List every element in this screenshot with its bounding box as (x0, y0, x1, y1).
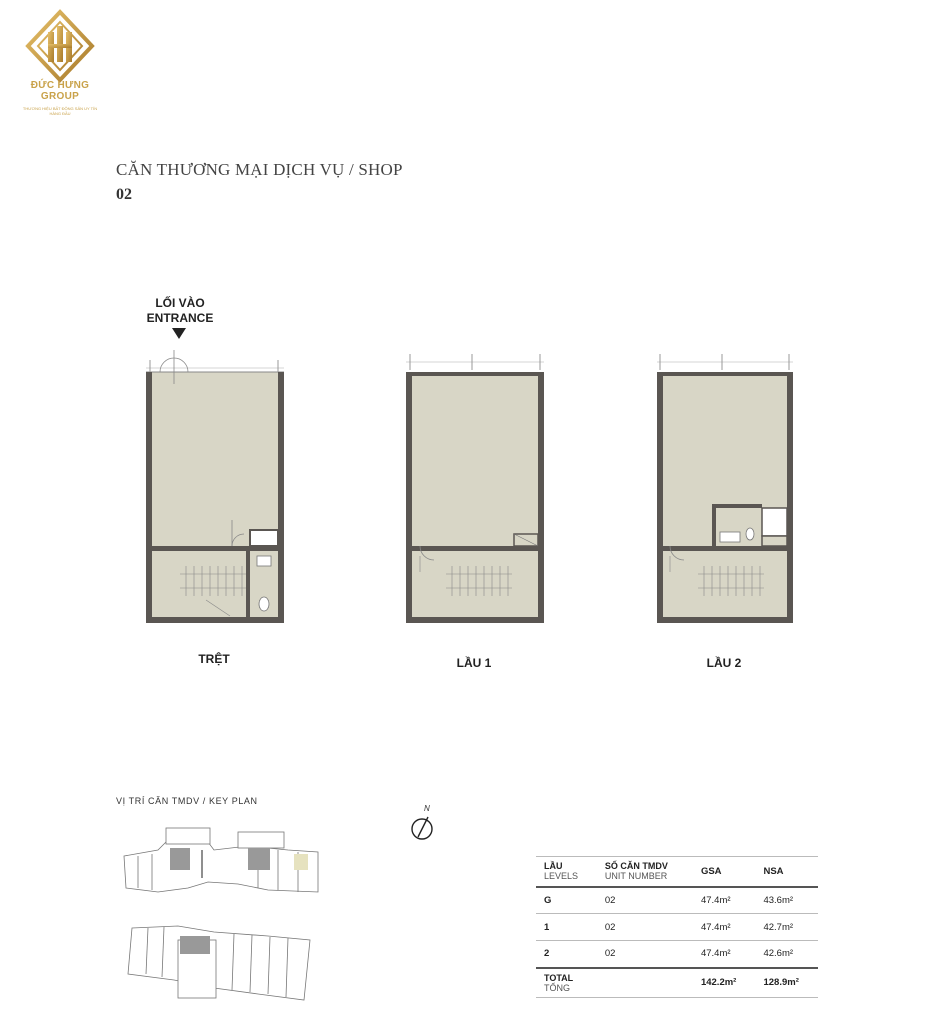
north-indicator (408, 804, 436, 846)
table-total-row (536, 968, 818, 998)
table-row (536, 941, 818, 968)
cell-nsa: 43.6m² (763, 894, 794, 906)
floor-plan-level-2 (657, 354, 793, 623)
page-title: CĂN THƯƠNG MẠI DỊCH VỤ / SHOP (116, 160, 403, 179)
logo-name-line2: GROUP (40, 91, 80, 102)
table-header-row (536, 857, 818, 887)
cell-nsa: 42.7m² (763, 921, 794, 933)
area-table (536, 856, 818, 998)
table-row (536, 914, 818, 941)
cell-total-unit (597, 968, 693, 998)
floor-label-ground: TRỆT (198, 652, 230, 666)
cell-gsa: 47.4m² (700, 921, 731, 933)
key-plan-title: VỊ TRÍ CĂN TMDV / KEY PLAN (116, 796, 258, 806)
total-label-en: TOTAL (544, 972, 574, 983)
cell-level: 2 (544, 948, 550, 960)
compass-icon (408, 813, 436, 841)
floor-plan-level-1 (406, 354, 544, 623)
table-row (536, 887, 818, 914)
unit-number: 02 (116, 186, 132, 203)
logo-name-line1: ĐỨC HƯNG (30, 80, 90, 91)
entrance-label-en: ENTRANCE (146, 311, 214, 325)
cell-level: 1 (544, 921, 550, 933)
cell-level: G (544, 894, 552, 906)
floor-label-level-2: LẦU 2 (706, 656, 742, 670)
floor-label-level-1: LẦU 1 (456, 656, 492, 670)
cell-total-nsa: 128.9m² (763, 977, 799, 989)
floor-plan-ground (146, 350, 284, 623)
header-levels-vi: LẦU (544, 861, 563, 872)
cell-gsa: 47.4m² (700, 894, 731, 906)
header-unit-vi: SỐ CĂN TMDV (604, 861, 668, 872)
header-levels (536, 857, 597, 887)
header-unit-en: UNIT NUMBER (604, 871, 668, 882)
header-nsa: NSA (763, 865, 784, 877)
logo-tagline: THƯƠNG HIỆU BẤT ĐỘNG SẢN UY TÍN HÀNG ĐẦU (22, 106, 98, 116)
key-plan-map (118, 822, 324, 1006)
header-unit (597, 857, 693, 887)
north-label: N (424, 804, 430, 813)
cell-total-gsa: 142.2m² (700, 977, 737, 989)
header-levels-en: LEVELS (544, 871, 579, 882)
cell-gsa: 47.4m² (700, 948, 731, 960)
unit-highlight (294, 854, 308, 870)
cell-unit: 02 (604, 948, 616, 960)
cell-unit: 02 (604, 921, 616, 933)
header-gsa: GSA (700, 865, 722, 877)
total-label-vi: TỔNG (544, 982, 570, 993)
cell-unit: 02 (604, 894, 616, 906)
cell-nsa: 42.6m² (763, 948, 794, 960)
cell-total-label (536, 968, 597, 998)
entrance-label-vi: LỐI VÀO (155, 296, 205, 310)
